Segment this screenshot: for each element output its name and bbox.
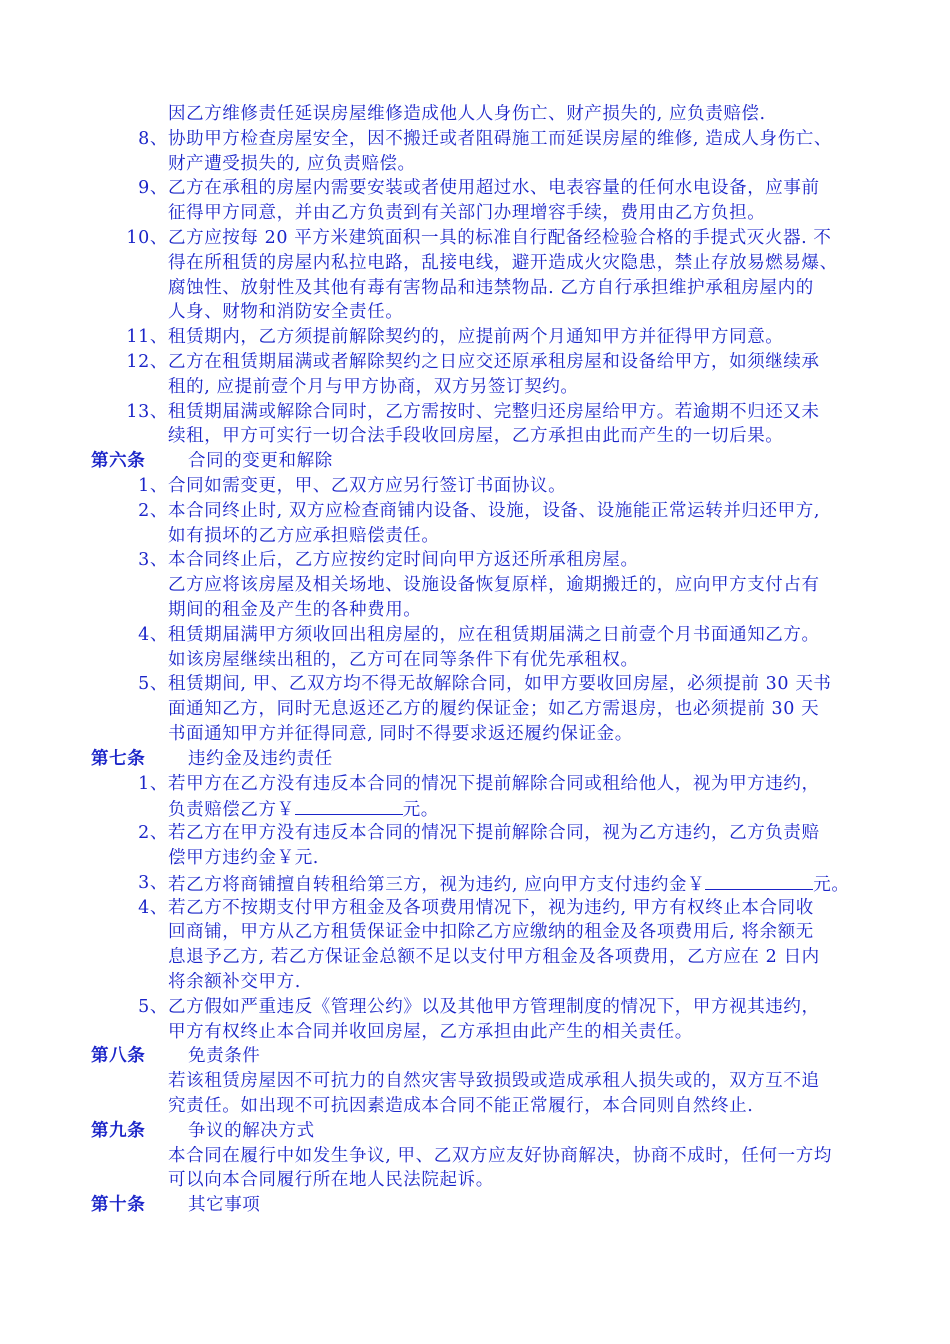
clause-number: 2、 bbox=[138, 500, 168, 521]
clause-text: 得在所租赁的房屋内私拉电路，乱接电线，避开造成火灾隐患，禁止存放易燃易爆、 bbox=[168, 252, 838, 273]
clause-number: 4、 bbox=[138, 624, 168, 645]
clause-number: 4、 bbox=[138, 897, 168, 918]
clause-text: 可以向本合同履行所在地人民法院起诉。 bbox=[168, 1170, 494, 1191]
clause-item bbox=[0, 176, 950, 200]
clause-text: 财产遭受损失的, 应负责赔偿。 bbox=[168, 153, 416, 174]
clause-number: 2、 bbox=[138, 823, 168, 844]
clause-text: 乙方在租赁期届满或者解除契约之日应交还原承租房屋和设备给甲方，如须继续承 bbox=[168, 352, 820, 372]
text-line bbox=[0, 1094, 950, 1118]
clause-text: 征得甲方同意，并由乙方负责到有关部门办理增容手续，费用由乙方负担。 bbox=[168, 203, 766, 224]
clause-item bbox=[0, 499, 950, 523]
section-title: 其它事项 bbox=[188, 1195, 261, 1216]
clause-item bbox=[0, 127, 950, 151]
clause-text: 本合同终止时, 双方应检查商铺内设备、设施，设备、设施能正常运转并归还甲方, bbox=[168, 500, 820, 521]
clause-text: 甲方有权终止本合同并收回房屋，乙方承担由此产生的相关责任。 bbox=[168, 1021, 693, 1042]
clause-text: 期间的租金及产生的各种费用。 bbox=[168, 600, 422, 620]
clause-text: 若该租赁房屋因不可抗力的自然灾害导致损毁或造成承租人损失或的，双方互不追 bbox=[168, 1071, 820, 1092]
clause-text: 人身、财物和消防安全责任。 bbox=[168, 302, 404, 323]
clause-text: 本合同在履行中如发生争议, 甲、乙双方应友好协商解决，协商不成时，任何一方均 bbox=[168, 1145, 832, 1166]
clause-text: 负责赔偿乙方￥ 元。 bbox=[168, 796, 439, 822]
clause-text: 如有损坏的乙方应承担赔偿责任。 bbox=[168, 525, 440, 546]
section-heading bbox=[0, 747, 950, 771]
text-line bbox=[0, 152, 950, 176]
clause-text-suffix: 元。 bbox=[402, 800, 439, 821]
clause-number: 3、 bbox=[138, 872, 168, 893]
clause-text: 租赁期间, 甲、乙双方均不得无故解除合同，如甲方要收回房屋，必须提前 30 天书 bbox=[168, 674, 832, 695]
clause-item bbox=[0, 672, 950, 696]
text-line bbox=[0, 251, 950, 275]
text-line bbox=[0, 102, 950, 126]
clause-text-suffix: 元。 bbox=[813, 874, 850, 895]
clause-text: 面通知乙方，同时无息返还乙方的履约保证金；如乙方需退房，也必须提前 30 天 bbox=[168, 699, 820, 720]
text-line bbox=[0, 1020, 950, 1044]
clause-item bbox=[0, 821, 950, 845]
clause-number: 1、 bbox=[138, 476, 168, 496]
text-line bbox=[0, 970, 950, 994]
clause-item bbox=[0, 623, 950, 647]
clause-text: 因乙方维修责任延误房屋维修造成他人人身伤亡、财产损失的, 应负责赔偿. bbox=[168, 104, 766, 124]
clause-text: 租赁期届满甲方须收回出租房屋的，应在租赁期届满之日前壹个月书面通知乙方。 bbox=[168, 624, 820, 645]
clause-item bbox=[0, 400, 950, 424]
clause-text: 合同如需变更，甲、乙双方应另行签订书面协议。 bbox=[168, 476, 567, 496]
text-line bbox=[0, 375, 950, 399]
clause-text: 续租，甲方可实行一切合法手段收回房屋，乙方承担由此而产生的一切后果。 bbox=[168, 426, 784, 447]
clause-item bbox=[0, 871, 950, 895]
clause-text: 乙方在承租的房屋内需要安装或者使用超过水、电表容量的任何水电设备，应事前 bbox=[168, 178, 820, 199]
text-line bbox=[0, 573, 950, 597]
section-label: 第九条 bbox=[91, 1120, 146, 1141]
clause-text: 若甲方在乙方没有违反本合同的情况下提前解除合同或租给他人，视为甲方违约， bbox=[168, 773, 820, 794]
clause-text: 若乙方在甲方没有违反本合同的情况下提前解除合同，视为乙方违约，乙方负责赔 bbox=[168, 823, 820, 844]
text-line bbox=[0, 648, 950, 672]
section-title: 合同的变更和解除 bbox=[188, 451, 333, 472]
text-line bbox=[0, 1168, 950, 1192]
clause-item bbox=[0, 772, 950, 796]
text-line bbox=[0, 1069, 950, 1093]
clause-text: 回商铺，甲方从乙方租赁保证金中扣除乙方应缴纳的租金及各项费用后, 将余额无 bbox=[168, 922, 814, 943]
section-title: 违约金及违约责任 bbox=[188, 748, 333, 769]
clause-text: 将余额补交甲方. bbox=[168, 972, 301, 992]
text-line bbox=[0, 697, 950, 721]
section-heading bbox=[0, 1119, 950, 1143]
section-heading bbox=[0, 1193, 950, 1217]
clause-number: 5、 bbox=[138, 996, 168, 1017]
clause-item bbox=[0, 995, 950, 1019]
clause-text: 若乙方不按期支付甲方租金及各项费用情况下，视为违约, 甲方有权终止本合同收 bbox=[168, 897, 814, 918]
text-line bbox=[0, 524, 950, 548]
clause-number: 13、 bbox=[126, 401, 168, 422]
text-line bbox=[0, 945, 950, 969]
clause-item bbox=[0, 896, 950, 920]
clause-number: 8、 bbox=[138, 128, 168, 149]
clause-number: 1、 bbox=[138, 773, 168, 794]
section-label: 第十条 bbox=[91, 1195, 146, 1216]
clause-text: 乙方应按每 20 平方米建筑面积一具的标准自行配备经检验合格的手提式灭火器. 不 bbox=[168, 228, 832, 248]
clause-item bbox=[0, 325, 950, 349]
clause-text: 乙方应将该房屋及相关场地、设施设备恢复原样，逾期搬迁的，应向甲方支付占有 bbox=[168, 575, 820, 596]
text-line bbox=[0, 201, 950, 225]
clause-text: 租赁期届满或解除合同时，乙方需按时、完整归还房屋给甲方。若逾期不归还又未 bbox=[168, 401, 820, 422]
clause-text: 租的, 应提前壹个月与甲方协商，双方另签订契约。 bbox=[168, 376, 579, 397]
section-title: 免责条件 bbox=[188, 1046, 261, 1067]
clause-item bbox=[0, 226, 950, 250]
clause-number: 3、 bbox=[138, 550, 168, 571]
section-heading bbox=[0, 449, 950, 473]
text-line bbox=[0, 598, 950, 622]
clause-text: 究责任。如出现不可抗因素造成本合同不能正常履行，本合同则自然终止. bbox=[168, 1096, 754, 1116]
clause-number: 10、 bbox=[126, 228, 168, 248]
clause-number: 12、 bbox=[126, 352, 168, 372]
text-line bbox=[0, 300, 950, 324]
clause-text: 协助甲方检查房屋安全，因不搬迁或者阻碍施工而延误房屋的维修, 造成人身伤亡、 bbox=[168, 128, 832, 149]
fill-in-blank bbox=[295, 796, 403, 815]
clause-text: 偿甲方违约金￥元. bbox=[168, 848, 319, 868]
clause-text: 租赁期内，乙方须提前解除契约的，应提前两个月通知甲方并征得甲方同意。 bbox=[168, 327, 784, 348]
section-title: 争议的解决方式 bbox=[188, 1120, 315, 1141]
text-line bbox=[0, 1144, 950, 1168]
section-label: 第七条 bbox=[91, 748, 146, 769]
clause-text: 若乙方将商铺擅自转租给第三方，视为违约, 应向甲方支付违约金￥ 元。 bbox=[168, 871, 849, 897]
text-line bbox=[0, 276, 950, 300]
clause-text: 本合同终止后，乙方应按约定时间向甲方返还所承租房屋。 bbox=[168, 550, 639, 571]
clause-text: 息退予乙方, 若乙方保证金总额不足以支付甲方租金及各项费用，乙方应在 2 日内 bbox=[168, 947, 820, 968]
text-line bbox=[0, 424, 950, 448]
section-heading bbox=[0, 1044, 950, 1068]
clause-item bbox=[0, 548, 950, 572]
text-line bbox=[0, 722, 950, 746]
clause-text: 书面通知甲方并征得同意, 同时不得要求返还履约保证金。 bbox=[168, 724, 633, 744]
clause-text: 乙方假如严重违反《管理公约》以及其他甲方管理制度的情况下，甲方视其违约， bbox=[168, 996, 820, 1017]
text-line bbox=[0, 796, 950, 820]
fill-in-blank bbox=[705, 871, 813, 890]
clause-item bbox=[0, 350, 950, 374]
clause-item bbox=[0, 474, 950, 498]
clause-text: 腐蚀性、放射性及其他有毒有害物品和违禁物品. 乙方自行承担维护承租房屋内的 bbox=[168, 277, 814, 298]
clause-number: 11、 bbox=[126, 327, 168, 348]
text-line bbox=[0, 920, 950, 944]
section-label: 第八条 bbox=[91, 1046, 146, 1067]
clause-number: 5、 bbox=[138, 674, 168, 695]
clause-text: 如该房屋继续出租的，乙方可在同等条件下有优先承租权。 bbox=[168, 649, 639, 670]
clause-number: 9、 bbox=[138, 178, 168, 199]
section-label: 第六条 bbox=[91, 451, 146, 472]
text-line bbox=[0, 846, 950, 870]
